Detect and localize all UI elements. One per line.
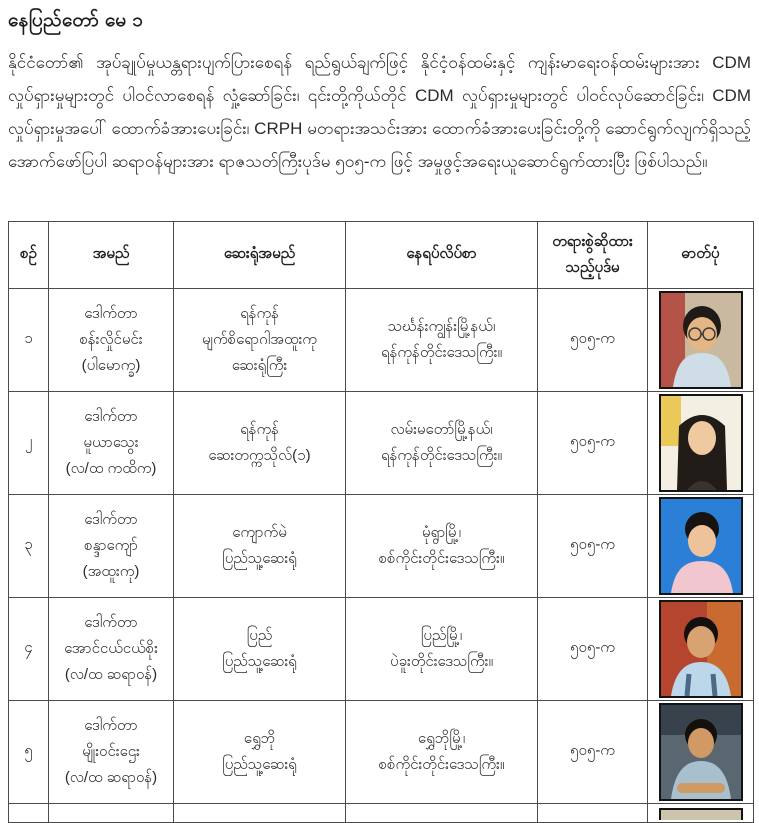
col-header-section [538,222,648,289]
name-cell [49,289,174,392]
table-row [9,289,754,392]
name-line: စန်းလှိုင်မင်း [79,331,143,348]
hospital-line: ပြည်သူ့ဆေးရုံ [222,550,297,567]
name-cell [49,598,174,701]
hospital-line: ရန်ကုန် [240,421,279,438]
hospital-line: ဆေးတက္ကသိုလ်(၁) [208,447,311,464]
article-paragraph: နိုင်ငံတော်၏ အုပ်ချုပ်မှုယန္တရားပျက်ပြားစေရန် ရည်ရွယ်ချက်ဖြင့် နိုင်ငံ့ဝန်ထမ်းနှင့် ကျန်းမာရေးဝန်ထမ်းများအား CDM လှုပ်ရှားမှုများတွင် ပါဝင်လာစေရန် လှုံ့ဆော်ခြင်း၊ ၎င်းတို့ကိုယ်တိုင် CDM လှုပ်ရှားမှုများတွင် ပါဝင်လုပ်ဆောင်ခြင်း၊ CDM လှုပ်ရှားမှုအပေါ် ထောက်ခံအားပေးခြင်း၊ CRPH မတရားအသင်းအား ထောက်ခံအားပေးခြင်းတို့ကို ဆောင်ရွက်လျက်ရှိသည့် အောက်ဖော်ပြပါ ဆရာဝန်များအား ရာဇသတ်ကြီးပုဒ်မ ၅၀၅-က ဖြင့် အမှုဖွင့်အရေးယူဆောင်ရွက်ထားပြီး ဖြစ်ပါသည်။ [8,53,751,171]
name-cell [49,495,174,598]
suspender-strap [687,674,689,696]
portrait-photo [659,497,743,595]
hospital-line: ပြည်သူ့ဆေးရုံ [222,653,297,670]
address-cell [346,289,538,392]
doctors-charge-table [8,221,754,823]
photo-cell [648,289,754,392]
hospital-cell [174,289,346,392]
hospital-line: ရွှေဘို [243,730,276,747]
address-line: လမ်းမတော်မြို့နယ်၊ [390,421,493,438]
hospital-cell [174,598,346,701]
serial-cell: ၅ [9,701,49,804]
address-line: ရွှေဘိုမြို့၊ [417,730,466,747]
portrait-man-arms-crossed-icon [661,705,741,799]
name-line: အောင်ငယ်ငယ်စိုး [64,640,158,657]
name-cell [49,392,174,495]
table-row [9,598,754,701]
table-header-row [9,222,754,289]
address-line: ပြည်မြို့၊ [420,627,463,644]
section-cell: ၅၀၅-က [538,495,648,598]
address-line: ပဲခူးတိုင်းဒေသကြီး။ [390,653,493,670]
name-line: (လ/ထ ဆရာဝန်) [64,666,158,683]
name-line: ဒေါက်တာ [84,511,138,528]
address-line: မုံရွာမြို့၊ [421,524,462,541]
table-row [9,495,754,598]
table-row [9,701,754,804]
portrait-photo-cut-off [659,808,743,820]
col-header-photo: ဓာတ်ပုံ [648,222,754,289]
col-header-address: နေရပ်လိပ်စာ [346,222,538,289]
hospital-line: ဆေးရုံကြီး [231,357,288,374]
address-cell [346,701,538,804]
photo-cell [648,392,754,495]
photo-cell [648,495,754,598]
name-line: (ပါမောက္ခ) [81,357,141,374]
name-line: စန္ဒာကျော် [84,537,138,554]
photo-cell [648,598,754,701]
dateline-heading: နေပြည်တော် မေ ၁ [8,10,144,31]
hospital-line: မျက်စိရောဂါအထူးကု [202,331,317,348]
name-line: (လ/ထ ဆရာဝန်) [64,769,158,786]
portrait-photo [659,703,743,801]
serial-cell [9,804,49,823]
address-line: သင်္ဃန်းကျွန်းမြို့နယ်၊ [387,318,496,335]
portrait-young-man-icon [661,602,741,696]
col-header-hospital: ဆေးရုံအမည် [174,222,346,289]
address-line: စစ်ကိုင်းတိုင်းဒေသကြီး။ [378,550,505,567]
col-header-name: အမည် [49,222,174,289]
name-cell [49,804,174,823]
hospital-line: ပြည်သူ့ဆေးရုံ [222,756,297,773]
name-line: ဒေါက်တာ [84,408,138,425]
hospital-cell [174,804,346,823]
section-cell: ၅၀၅-က [538,289,648,392]
name-line: ဒေါက်တာ [84,717,138,734]
hospital-line: ပြည် [246,627,273,644]
address-cell [346,598,538,701]
portrait-woman-long-hair-icon [661,396,741,490]
name-line: ဒေါက်တာ [84,614,138,631]
hospital-cell [174,701,346,804]
portrait-man-glasses-icon [661,293,741,387]
section-cell: ၅၀၅-က [538,598,648,701]
hospital-line: ကျောက်မဲ [232,524,287,541]
serial-cell: ၃ [9,495,49,598]
table-row [9,392,754,495]
name-line: (လ/ထ ကထိက) [65,460,157,477]
crossed-arms [677,783,725,793]
section-cell [538,804,648,823]
hospital-cell [174,495,346,598]
portrait-photo [659,600,743,698]
name-line: မူယာသွေး [83,434,139,451]
col-header-serial: စဉ် [9,222,49,289]
hospital-cell [174,392,346,495]
address-cell [346,495,538,598]
photo-cell [648,701,754,804]
name-cell [49,701,174,804]
serial-cell: ၁ [9,289,49,392]
table-row-partial [9,804,754,823]
section-cell: ၅၀၅-က [538,392,648,495]
portrait-photo [659,291,743,389]
portrait-woman-updo-icon [661,499,741,593]
col-header-section-line1: တရားစွဲဆိုထား [552,233,633,250]
name-line: မျိုးဝင်းဌေး [82,743,140,760]
name-line: ဒေါက်တာ [84,305,138,322]
photo-cell [648,804,754,823]
portrait-photo [659,394,743,492]
section-cell: ၅၀၅-က [538,701,648,804]
address-line: ရန်ကုန်တိုင်းဒေသကြီး။ [381,344,502,361]
suspender-strap [713,674,715,696]
address-line: ရန်ကုန်တိုင်းဒေသကြီး။ [381,447,502,464]
name-line: (အထူးကု) [82,563,140,580]
serial-cell: ၂ [9,392,49,495]
serial-cell: ၄ [9,598,49,701]
col-header-section-line2: သည့်ပုဒ်မ [565,259,620,276]
address-cell [346,392,538,495]
hospital-line: ရန်ကုန် [240,305,279,322]
address-line: စစ်ကိုင်းတိုင်းဒေသကြီး။ [378,756,505,773]
address-cell [346,804,538,823]
